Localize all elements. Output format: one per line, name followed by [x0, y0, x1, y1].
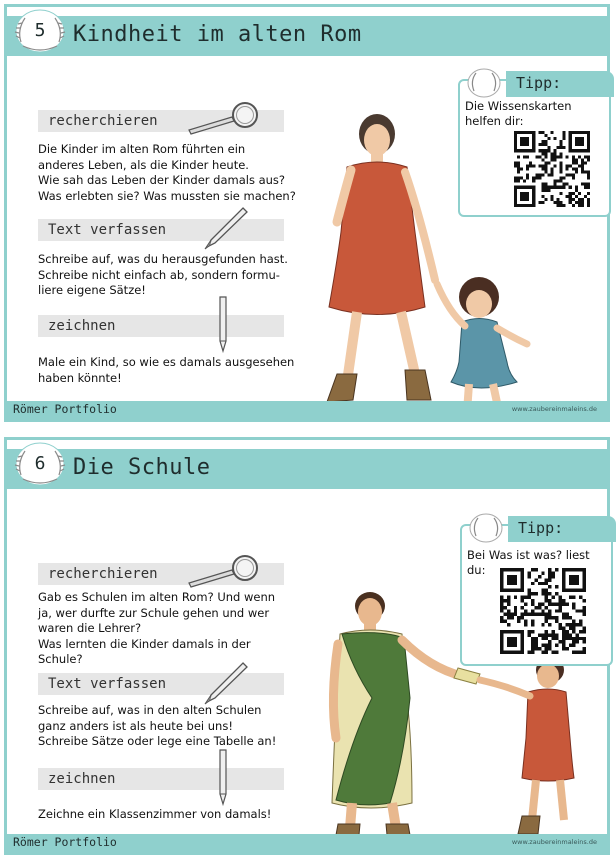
text-line: Bei Was ist was? liest: [467, 548, 590, 562]
tip-box: [458, 74, 611, 217]
tip-heading: Tipp:: [516, 74, 562, 92]
text-line: Die Kinder im alten Rom führten ein: [38, 142, 246, 156]
text-line: anderes Leben, als die Kinder heute.: [38, 157, 249, 172]
tip-header: [508, 516, 616, 542]
magnifying-glass-icon: [185, 554, 263, 590]
text-line: haben könnte!: [38, 370, 122, 385]
qr-code[interactable]: [514, 131, 590, 211]
text-line: Schreibe auf, was in den alten Schulen: [38, 703, 262, 717]
card-header: [7, 16, 607, 56]
text-line: waren die Lehrer?: [38, 621, 142, 635]
card-footer: [7, 401, 607, 419]
text-line: Schreibe nicht einfach ab, sondern formu-: [38, 267, 280, 282]
magnifying-glass-icon: [185, 101, 263, 137]
section-label-zeichnen: zeichnen: [38, 768, 284, 790]
text-line: Schreibe auf, was du herausgefunden hast.: [38, 252, 288, 266]
section-text-zeichnen: [38, 807, 308, 823]
text-line: Zeichne ein Klassenzimmer von damals!: [38, 807, 272, 821]
footer-label: Römer Portfolio: [13, 835, 117, 849]
text-line: ganz anders ist als heute bei uns!: [38, 718, 233, 733]
section-text-text-verfassen: [38, 252, 308, 299]
text-line: liere eigene Sätze!: [38, 283, 146, 297]
pencil-icon: [215, 748, 231, 808]
credit-text: www.zaubereinmaleins.de: [511, 405, 597, 413]
section-text-zeichnen: [38, 355, 308, 386]
card-number: 6: [34, 453, 46, 474]
pencil-icon: [215, 295, 231, 355]
section-text-text-verfassen: [38, 703, 308, 750]
text-line: Wie sah das Leben der Kinder damals aus?: [38, 173, 286, 187]
text-line: Was erlebten sie? Was mussten sie machen?: [38, 188, 296, 203]
fountain-pen-icon: [203, 205, 249, 251]
section-label-text-verfassen: Text verfassen: [38, 673, 284, 695]
credit-text: www.zaubereinmaleins.de: [511, 838, 597, 846]
card-title: Die Schule: [73, 455, 211, 480]
card-number: 5: [34, 20, 46, 41]
text-line: Schule?: [38, 652, 83, 666]
section-text-recherchieren: [38, 142, 308, 204]
text-line: du:: [467, 563, 486, 577]
text-line: Gab es Schulen im alten Rom? Und wenn: [38, 590, 276, 604]
section-label-zeichnen: zeichnen: [38, 315, 284, 337]
qr-code[interactable]: [500, 568, 586, 658]
section-label-text-verfassen: Text verfassen: [38, 219, 284, 241]
card-footer: [7, 834, 607, 852]
card-title: Kindheit im alten Rom: [73, 22, 362, 47]
tip-header: [506, 71, 614, 97]
tip-heading: Tipp:: [518, 519, 564, 537]
footer-label: Römer Portfolio: [13, 402, 117, 416]
section-label-recherchieren: recherchieren: [38, 563, 284, 585]
text-line: Male ein Kind, so wie es damals ausgesehen: [38, 355, 295, 369]
section-label-recherchieren: recherchieren: [38, 110, 284, 132]
text-line: helfen dir:: [465, 114, 524, 128]
task-card-5: [4, 4, 610, 422]
laurel-badge: [11, 8, 69, 54]
text-line: ja, wer durfte zur Schule gehen und wer: [38, 605, 270, 620]
text-line: Was lernten die Kinder damals in der: [38, 636, 251, 651]
laurel-badge: [11, 441, 69, 487]
tip-box: [460, 519, 613, 666]
tip-text: [465, 99, 572, 129]
text-line: Die Wissenskarten: [465, 99, 572, 113]
card-header: [7, 449, 607, 489]
task-card-6: [4, 437, 610, 855]
fountain-pen-icon: [203, 660, 249, 706]
text-line: Schreibe Sätze oder lege eine Tabelle an!: [38, 734, 277, 748]
laurel-icon: [468, 512, 504, 544]
section-text-recherchieren: [38, 590, 308, 668]
laurel-icon: [466, 67, 502, 99]
